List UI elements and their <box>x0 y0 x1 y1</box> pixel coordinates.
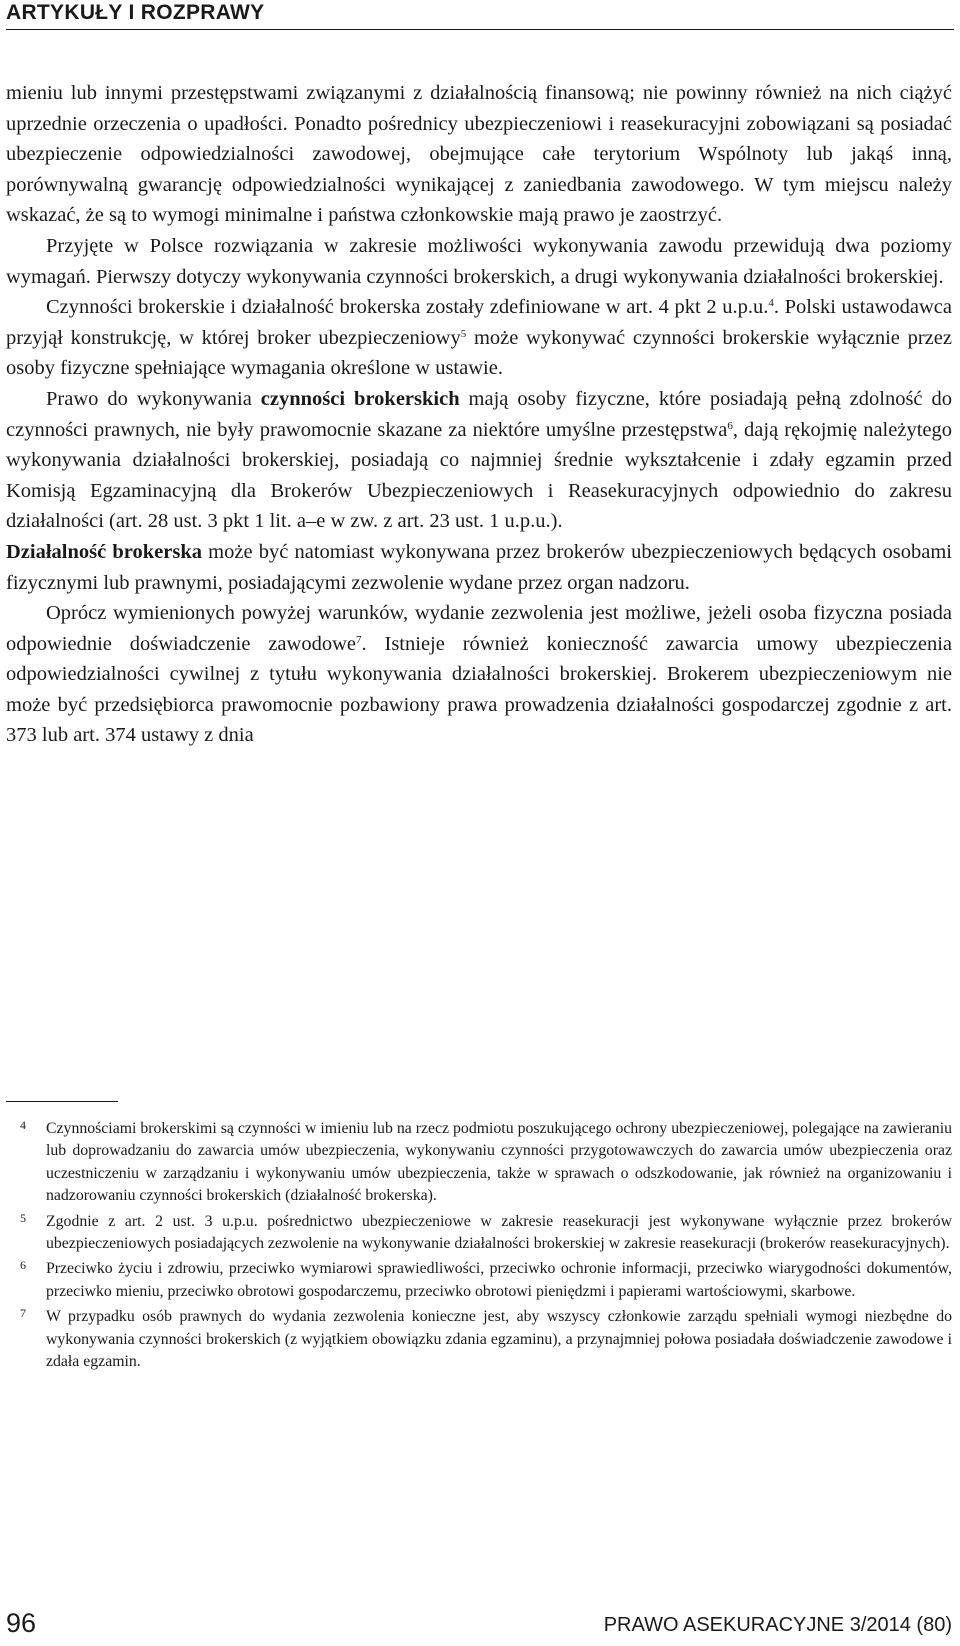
footnote-text: Czynnościami brokerskimi są czynności w imieniu lub na rzecz podmiotu poszukującego ochrony ubezpieczeniowej, polegające na zawieraniu lub doprowadzaniu do zawarcia umów ubezpieczenia, wykonywaniu czynności przygotowawczych do zawarcia umów ubezpieczenia oraz uczestniczeniu w zarządzaniu i wykonywaniu umów ubezpieczenia, także w sprawach o odszkodowanie, jak również na organizowaniu i nadzorowaniu czynności brokerskich (działalność brokerska). <box>46 1120 952 1205</box>
body-text <box>6 78 952 751</box>
footnote-ref-4[interactable]: 4 <box>768 297 774 310</box>
footnote-number: 5 <box>20 1210 26 1225</box>
footnotes <box>6 1118 952 1376</box>
paragraph-4-part-a: Prawo do wykonywania <box>46 387 261 410</box>
paragraph-5-part-b: może być natomiast wykonywana przez brokerów ubezpieczeniowych będących osobami fizycznymi lub prawnymi, posiadającymi zezwolenie wydane przez organ nadzoru. <box>6 540 952 594</box>
footnote-6 <box>6 1258 952 1303</box>
paragraph-6-part-a: Oprócz wymienionych powyżej warunków, wydanie zezwolenia jest możliwe, jeżeli osoba fizyczna posiada odpowiednie doświadczenie zawodowe <box>6 602 952 655</box>
footnote-5 <box>6 1211 952 1256</box>
paragraph-2: Przyjęte w Polsce rozwiązania w zakresie możliwości wykonywania zawodu przewidują dwa poziomy wymagań. Pierwszy dotyczy wykonywania czynności brokerskich, a drugi wykonywania działalności brokerskiej. <box>6 234 952 288</box>
paragraph-4-part-b: mają osoby fizyczne, które posiadają pełną zdolność do czynności prawnych, nie były prawomocnie skazane za niektóre umyślne przestępstwa <box>6 387 952 441</box>
paragraph-3 <box>6 292 952 384</box>
paragraph-6 <box>6 598 952 751</box>
paragraph-6-part-b: . Istnieje również konieczność zawarcia umowy ubezpieczenia odpowiedzialności cywilnej z tytułu wykonywania działalności brokerskiej. Brokerem ubezpieczeniowym nie może być przedsiębiorca prawomocnie pozbawiony prawa prowadzenia działalności gospodarczej zgodnie z art. 373 lub art. 374 ustawy z dnia <box>6 632 952 747</box>
journal-title: PRAWO ASEKURACYJNE 3/2014 (80) <box>603 1614 952 1636</box>
paragraph-3-part-b: . Polski ustawodawca przyjął konstrukcję, w której broker ubezpieczeniowy <box>6 296 952 349</box>
footnote-4 <box>6 1118 952 1208</box>
paragraph-3-part-a: Czynności brokerskie i działalność brokerska zostały zdefiniowane w art. 4 pkt 2 u.p.u. <box>46 296 769 319</box>
section-header: ARTYKUŁY I ROZPRAWY <box>6 0 954 30</box>
page-number: 96 <box>6 1608 37 1638</box>
footnote-ref-7[interactable]: 7 <box>355 633 362 646</box>
footnote-7 <box>6 1306 952 1373</box>
paragraph-1: mieniu lub innymi przestępstwami związanymi z działalnością finansową; nie powinny również na nich ciążyć uprzednie orzeczenia o upadłości. Ponadto pośrednicy ubezpieczeniowi i reasekuracyjni zobowiązani są posiadać ubezpieczenie odpowiedzialności zawodowej, obejmujące całe terytorium Wspólnoty lub jakąś inną, porównywalną gwarancję odpowiedzialności wynikającej z zaniedbania zawodowego. W tym miejscu należy wskazać, że są to wymogi minimalne i państwa członkowskie mają prawo je zaostrzyć. <box>6 82 952 227</box>
paragraph-3-part-c: może wykonywać czynności brokerskie wyłącznie przez osoby fizyczne spełniające wymagania określone w ustawie. <box>6 326 952 380</box>
footnote-text: Zgodnie z art. 2 ust. 3 u.p.u. pośrednictwo ubezpieczeniowe w zakresie reasekuracji jest wykonywane wyłącznie przez brokerów ubezpieczeniowych posiadających zezwolenie na wykonywanie działalności brokerskiej w zakresie reasekuracji (brokerów reasekuracyjnych). <box>46 1212 952 1253</box>
footnote-text: Przeciwko życiu i zdrowiu, przeciwko wymiarowi sprawiedliwości, przeciwko ochronie informacji, przeciwko wiarygodności dokumentów, przeciwko mieniu, przeciwko obrotowi gospodarczemu, przeciwko obrotowi pieniędzmi i papierami wartościowymi, skarbowe. <box>46 1260 952 1300</box>
term-dzialalnosc-brokerska: Działalność brokerska <box>6 540 202 563</box>
paragraph-5 <box>6 537 952 598</box>
footnote-number: 4 <box>20 1118 26 1132</box>
footnote-text: W przypadku osób prawnych do wydania zezwolenia konieczne jest, aby wszyscy członkowie zarządu spełniali wymogi niezbędne do wykonywania czynności brokerskich (z wyjątkiem obowiązku zdania egzaminu), a przynajmniej połowa posiadała doświadczenie zawodowe i zdała egzamin. <box>46 1308 952 1371</box>
footnote-ref-6[interactable]: 6 <box>727 419 733 432</box>
paragraph-4-part-c: , dają rękojmię należytego wykonywania działalności brokerskiej, posiadają co najmniej średnie wykształcenie i zdały egzamin przed Komisją Egzaminacyjną dla Brokerów Ubezpieczeniowych i Reasekuracyjnych odpowiednio do zakresu działalności (art. 28 ust. 3 pkt 1 lit. a–e w zw. z art. 23 ust. 1 u.p.u.). <box>6 418 952 533</box>
paragraph-4 <box>6 384 952 537</box>
footnote-ref-5[interactable]: 5 <box>460 327 467 340</box>
term-czynnosci-brokerskie: czynności brokerskich <box>260 387 460 410</box>
footnote-number: 6 <box>20 1258 26 1273</box>
page-footer <box>6 1606 952 1640</box>
footnote-number: 7 <box>20 1306 26 1321</box>
footnote-divider <box>6 1101 118 1102</box>
